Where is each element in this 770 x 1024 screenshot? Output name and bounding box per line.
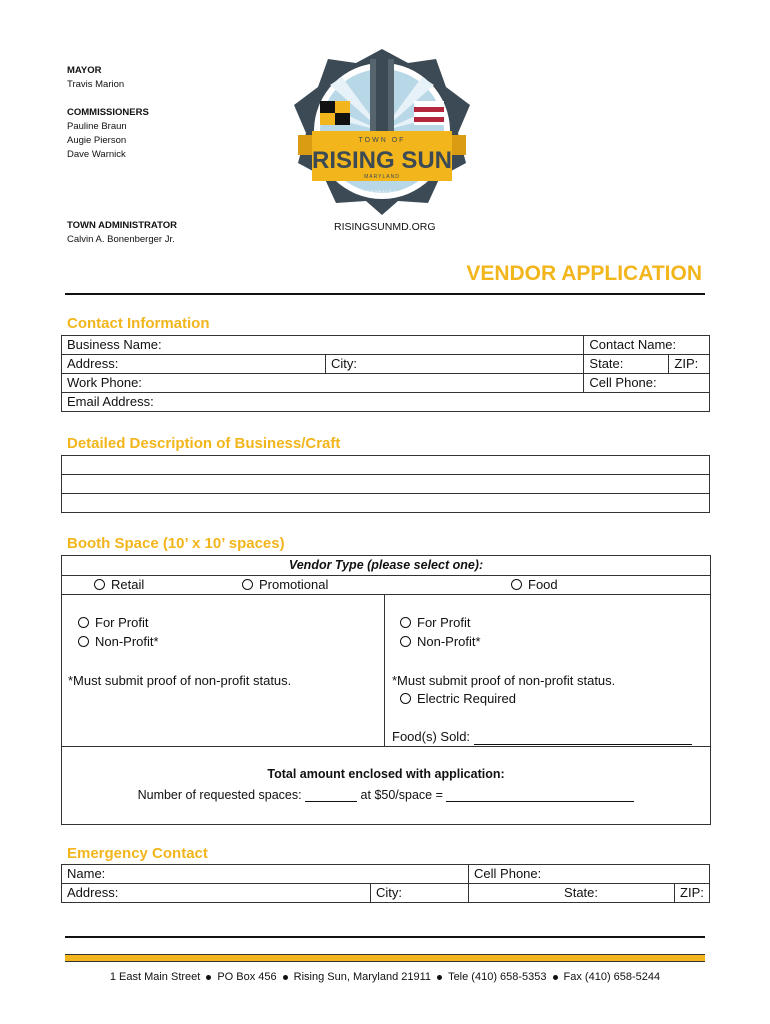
retail-label: Retail [111, 577, 145, 592]
promotional-label: Promotional [259, 577, 329, 592]
emergency-city-field[interactable]: City: [371, 884, 469, 903]
state-field[interactable]: State: [584, 355, 669, 374]
website-text: RISINGSUNMD.ORG [334, 221, 436, 233]
mayor-label: MAYOR [67, 65, 102, 76]
food-label: Food [528, 577, 558, 592]
page-title: VENDOR APPLICATION [466, 262, 702, 285]
foods-sold-field[interactable] [392, 729, 692, 745]
emergency-state-field[interactable]: State: [469, 884, 675, 903]
email-field[interactable]: Email Address: [62, 393, 710, 412]
commissioners-label: COMMISSIONERS [67, 107, 149, 118]
city-field[interactable]: City: [326, 355, 584, 374]
food-option[interactable] [511, 577, 558, 593]
radio-icon[interactable] [400, 636, 411, 647]
work-phone-field[interactable]: Work Phone: [62, 374, 584, 393]
logo-incorporated: INCORPORATED 1860 [352, 189, 412, 194]
table-row [62, 393, 710, 412]
contact-section-title: Contact Information [67, 315, 210, 332]
footer-address [0, 971, 770, 983]
title-divider [65, 293, 705, 295]
vendor-type-label: Vendor Type (please select one): [288, 558, 484, 572]
logo-town-of: TOWN OF [358, 137, 406, 144]
table-row [62, 336, 710, 355]
cell-phone-field[interactable]: Cell Phone: [584, 374, 710, 393]
mayor-name: Travis Marion [67, 79, 125, 90]
address-field[interactable]: Address: [62, 355, 326, 374]
footer-po-box: PO Box 456 [217, 971, 277, 983]
divider [61, 575, 711, 576]
administrator-label: TOWN ADMINISTRATOR [67, 220, 177, 231]
contact-table [61, 335, 710, 412]
spaces-input-line[interactable] [305, 787, 357, 802]
radio-icon[interactable] [94, 579, 105, 590]
foods-sold-line[interactable] [474, 730, 692, 745]
footer-gold-bar [65, 954, 705, 962]
table-row [62, 456, 710, 475]
footer-city: Rising Sun, Maryland 21911 [293, 971, 432, 983]
bullet-icon [553, 975, 558, 980]
administrator-block [67, 219, 177, 247]
proof-note-left: *Must submit proof of non-profit status. [68, 673, 292, 688]
for-profit-label: For Profit [417, 615, 471, 630]
logo-name: RISING SUN [311, 147, 453, 174]
description-line[interactable] [62, 494, 710, 513]
commissioner-name: Dave Warnick [67, 149, 126, 160]
description-table [61, 455, 710, 513]
radio-icon[interactable] [511, 579, 522, 590]
description-line[interactable] [62, 475, 710, 494]
administrator-name: Calvin A. Bonenberger Jr. [67, 234, 175, 245]
for-profit-option-right[interactable] [400, 615, 470, 631]
contact-name-field[interactable]: Contact Name: [584, 336, 710, 355]
commissioner-name: Augie Pierson [67, 135, 127, 146]
booth-section-title: Booth Space (10’ x 10’ spaces) [67, 535, 285, 552]
table-row [62, 374, 710, 393]
non-profit-option-right[interactable] [400, 634, 481, 650]
rate-label: at $50/space = [360, 788, 443, 802]
commissioner-name: Pauline Braun [67, 121, 127, 132]
amount-input-line[interactable] [446, 787, 634, 802]
promotional-option[interactable] [242, 577, 328, 593]
radio-icon[interactable] [242, 579, 253, 590]
officials-block [67, 64, 149, 162]
proof-note-right: *Must submit proof of non-profit status. [392, 673, 616, 688]
foods-sold-label: Food(s) Sold: [392, 729, 471, 744]
for-profit-option-left[interactable] [78, 615, 148, 631]
table-row [62, 865, 710, 884]
table-row [62, 475, 710, 494]
divider [384, 594, 385, 746]
bullet-icon [437, 975, 442, 980]
booth-box [61, 555, 711, 825]
non-profit-option-left[interactable] [78, 634, 159, 650]
electric-option[interactable] [400, 691, 516, 707]
footer-divider [65, 936, 705, 938]
emergency-address-field[interactable]: Address: [62, 884, 371, 903]
electric-label: Electric Required [417, 691, 516, 706]
radio-icon[interactable] [400, 693, 411, 704]
non-profit-label: Non-Profit* [95, 634, 159, 649]
footer-phone: Tele (410) 658-5353 [448, 971, 547, 983]
footer-street: 1 East Main Street [109, 971, 201, 983]
non-profit-label: Non-Profit* [417, 634, 481, 649]
emergency-table [61, 864, 710, 903]
table-row [62, 884, 710, 903]
table-row [62, 494, 710, 513]
radio-icon[interactable] [78, 617, 89, 628]
bullet-icon [206, 975, 211, 980]
zip-field[interactable]: ZIP: [669, 355, 710, 374]
divider [61, 746, 711, 747]
bullet-icon [283, 975, 288, 980]
emergency-cell-phone-field[interactable]: Cell Phone: [469, 865, 710, 884]
emergency-zip-field[interactable]: ZIP: [675, 884, 710, 903]
spaces-row [61, 787, 711, 802]
table-row [62, 355, 710, 374]
footer-fax: Fax (410) 658-5244 [563, 971, 661, 983]
emergency-section-title: Emergency Contact [67, 845, 208, 862]
radio-icon[interactable] [400, 617, 411, 628]
divider [61, 594, 711, 595]
spaces-label: Number of requested spaces: [137, 788, 302, 802]
radio-icon[interactable] [78, 636, 89, 647]
for-profit-label: For Profit [95, 615, 149, 630]
total-amount-label: Total amount enclosed with application: [267, 767, 505, 781]
town-logo [290, 45, 474, 217]
emergency-name-field[interactable]: Name: [62, 865, 469, 884]
description-line[interactable] [62, 456, 710, 475]
business-name-field[interactable]: Business Name: [62, 336, 584, 355]
description-section-title: Detailed Description of Business/Craft [67, 435, 341, 452]
retail-option[interactable] [94, 577, 144, 593]
logo-state: MARYLAND [364, 174, 400, 180]
